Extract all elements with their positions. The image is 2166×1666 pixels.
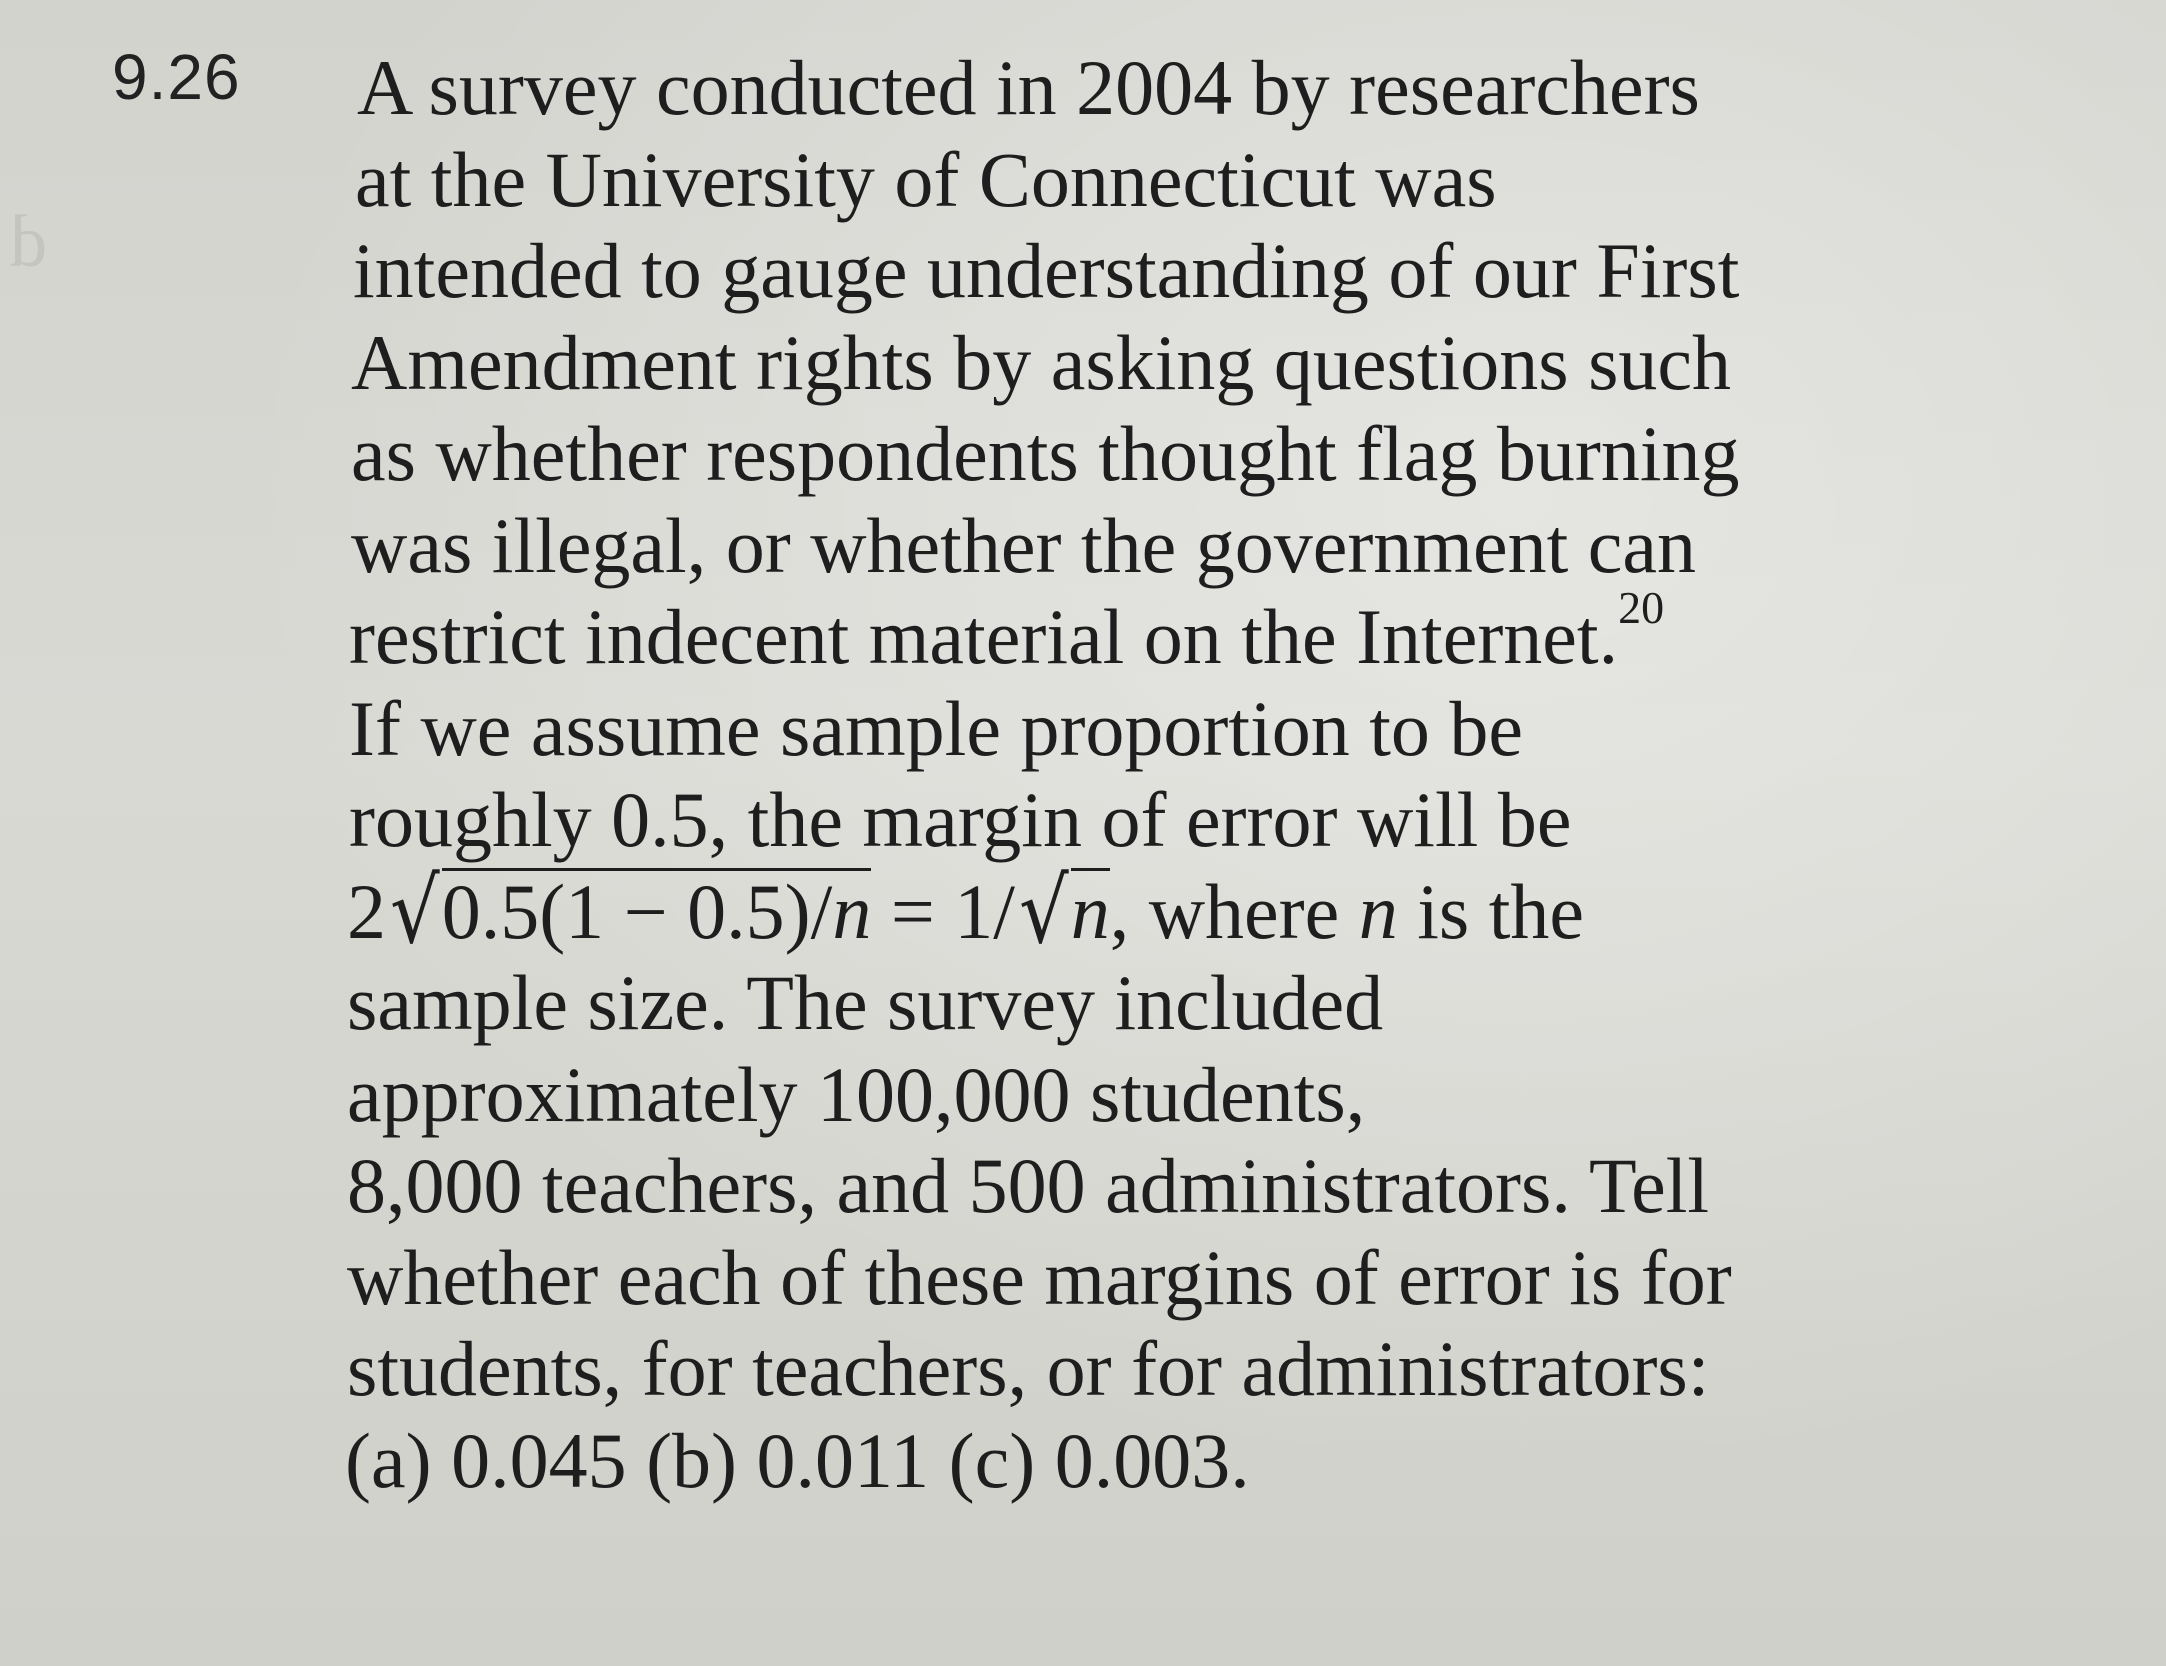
formula-variable-n: n bbox=[1070, 867, 1110, 955]
text-line: 8,000 teachers, and 500 administrators. Tell bbox=[347, 1142, 1710, 1229]
answer-choices: (a) 0.045 (b) 0.011 (c) 0.003. bbox=[345, 1416, 1250, 1504]
text-line-with-footnote bbox=[349, 582, 2149, 683]
formula-variable-n: n bbox=[832, 867, 872, 955]
formula-tail: , where bbox=[1109, 867, 1359, 955]
show-through-text: d bbox=[10, 201, 47, 283]
footnote-reference: 20 bbox=[1618, 582, 1665, 633]
text-line: roughly 0.5, the margin of error will be bbox=[349, 776, 1572, 863]
text-line: sample size. The survey included bbox=[347, 959, 1384, 1046]
text-line: restrict indecent material on the Internet. bbox=[349, 593, 1619, 680]
square-root-icon: √ bbox=[390, 859, 440, 964]
formula-tail-end: is the bbox=[1397, 867, 1585, 955]
text-line: A survey conducted in 2004 by researchers bbox=[357, 44, 1700, 131]
text-line: was illegal, or whether the government can bbox=[351, 501, 1697, 589]
problem-number: 9.26 bbox=[112, 41, 241, 113]
formula-variable-n: n bbox=[1358, 867, 1398, 955]
text-line: at the University of Connecticut was bbox=[355, 135, 1497, 223]
text-line: Amendment rights by asking questions such bbox=[351, 318, 1732, 406]
formula-equals: = 1/ bbox=[871, 867, 1015, 955]
text-line: approximately 100,000 students, bbox=[347, 1050, 1366, 1138]
problem-text bbox=[345, 42, 2155, 1506]
formula-radicand-text: 0.5(1 − 0.5)/ bbox=[441, 867, 833, 955]
formula-coefficient: 2 bbox=[347, 867, 386, 955]
formula-radicand bbox=[441, 867, 872, 955]
square-root-icon: √ bbox=[1018, 859, 1069, 964]
text-line: intended to gauge understanding of our First bbox=[353, 227, 1740, 314]
text-line: students, for teachers, or for administrators: bbox=[347, 1325, 1710, 1412]
text-line: as whether respondents thought flag burning bbox=[351, 410, 1740, 497]
margin-of-error-formula bbox=[347, 859, 2147, 964]
text-line: whether each of these margins of error is for bbox=[347, 1233, 1732, 1321]
formula-radicand-n bbox=[1070, 867, 1110, 955]
text-line: If we assume sample proportion to be bbox=[349, 684, 1524, 772]
